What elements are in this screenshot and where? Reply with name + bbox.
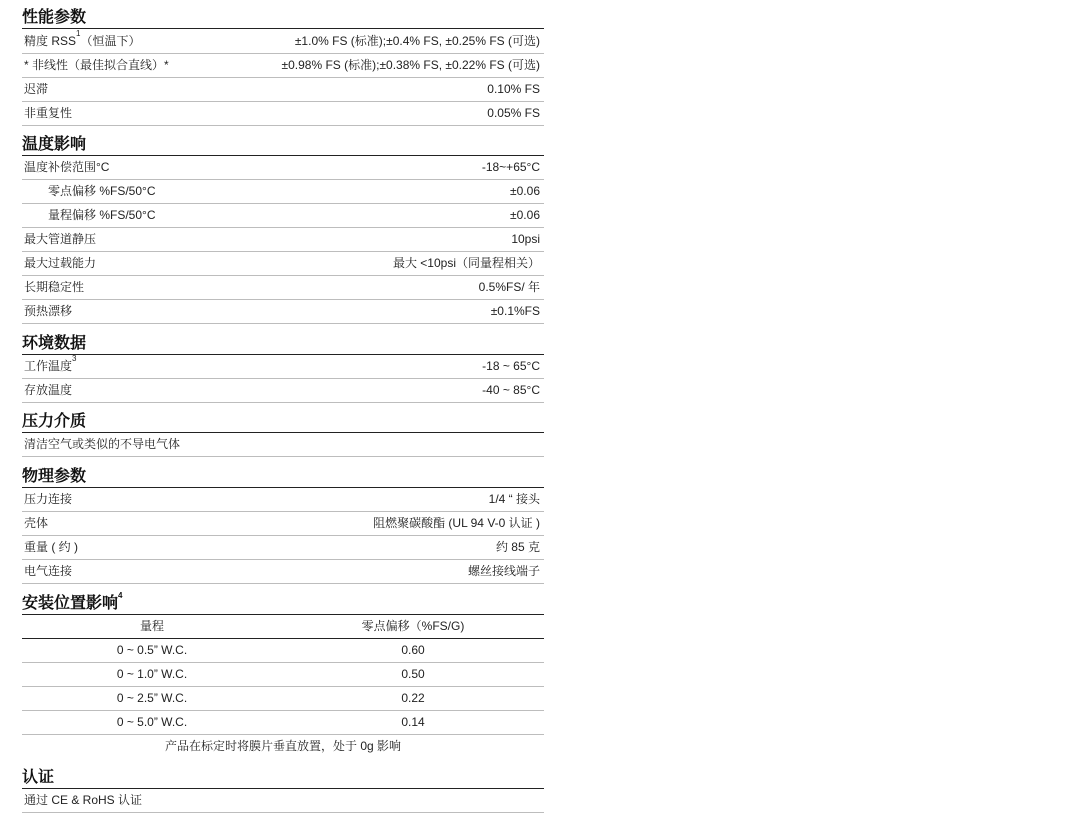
table-cell: 0 ~ 5.0” W.C. [116, 715, 188, 729]
table-cell: 0 ~ 2.5” W.C. [116, 691, 188, 705]
row-value: ±0.98% FS (标准);±0.38% FS, ±0.22% FS (可选) [281, 58, 540, 72]
table-cell: 0 ~ 1.0” W.C. [116, 667, 188, 681]
spec-row [22, 53, 544, 78]
table-cell: 0.50 [401, 667, 425, 681]
spec-row [22, 77, 544, 102]
row-value: 约 85 克 [495, 540, 540, 554]
table-row [22, 686, 544, 711]
section-title-physical: 物理参数 [22, 463, 544, 488]
footnote-ref: 1 [76, 29, 81, 38]
row-value: ±0.06 [510, 184, 540, 198]
row-label: 精度 RSS$^1$（恒温下） [24, 29, 141, 48]
row-label: 零点偏移 %FS/50°C [48, 184, 156, 198]
row-label: 工作温度$^3$ [24, 354, 77, 373]
row-label: 压力连接 [24, 492, 73, 506]
spec-row [22, 299, 544, 324]
row-value: -18~+65°C [481, 160, 540, 174]
spec-row [22, 559, 544, 584]
certification-text [22, 788, 544, 813]
row-label: 长期稳定性 [24, 280, 85, 294]
row-value [540, 788, 544, 812]
row-value: ±0.1%FS [490, 304, 540, 318]
row-value: 0.05% FS [487, 106, 540, 120]
footnote-ref: 4 [118, 590, 123, 600]
spec-row [22, 29, 544, 54]
row-value [540, 432, 544, 456]
row-value: 0.5%FS/ 年 [478, 280, 540, 294]
row-label: 非重复性 [24, 106, 73, 120]
spec-row [22, 251, 544, 276]
table-cell: 0.14 [401, 715, 425, 729]
row-value: -18 ~ 65°C [482, 359, 540, 373]
mounting-table-header [22, 614, 544, 639]
row-value: 螺丝接线端子 [467, 564, 540, 578]
row-label: 温度补偿范围°C [24, 160, 110, 174]
row-label: 电气连接 [24, 564, 73, 578]
spec-row [22, 227, 544, 252]
table-row [22, 662, 544, 687]
row-label: 重量 ( 约 ) [24, 540, 78, 554]
table-cell: 0.60 [401, 643, 425, 657]
spec-row [22, 275, 544, 300]
table-cell: 0 ~ 0.5” W.C. [116, 643, 188, 657]
row-label: 量程偏移 %FS/50°C [48, 208, 156, 222]
spec-row [22, 354, 544, 379]
row-value: 10psi [511, 232, 540, 246]
footnote-ref: 3 [72, 354, 77, 363]
column-header: 量程 [139, 619, 164, 633]
row-value: -40 ~ 85°C [482, 383, 540, 397]
spec-row [22, 179, 544, 204]
spec-row [22, 101, 544, 126]
table-cell: 0.22 [401, 691, 425, 705]
row-label: 清洁空气或类似的不导电气体 [24, 437, 181, 451]
row-label: 迟滞 [24, 82, 49, 96]
row-label: 壳体 [24, 516, 49, 530]
spec-row [22, 511, 544, 536]
row-label: * 非线性（最佳拟合直线）* [24, 58, 169, 72]
row-value: 阻燃聚碳酸酯 (UL 94 V-0 认证 ) [373, 516, 540, 530]
section-title-environment: 环境数据 [22, 330, 544, 355]
medium-text [22, 432, 544, 457]
section-title-performance: 性能参数 [22, 4, 544, 29]
spec-row [22, 487, 544, 512]
row-label: 存放温度 [24, 383, 73, 397]
table-row [22, 710, 544, 735]
row-label: 最大管道静压 [24, 232, 97, 246]
row-value: ±0.06 [510, 208, 540, 222]
spec-row [22, 378, 544, 403]
column-header: 零点偏移（%FS/G) [361, 619, 465, 633]
row-label: 预热漂移 [24, 304, 73, 318]
mounting-note: 产品在标定时将膜片垂直放置，处于 0g 影响 [164, 739, 402, 753]
row-value: 1/4 “ 接头 [488, 492, 540, 506]
row-value: 0.10% FS [487, 82, 540, 96]
row-value: ±1.0% FS (标准);±0.4% FS, ±0.25% FS (可选) [294, 34, 540, 48]
spec-row [22, 203, 544, 228]
table-row [22, 638, 544, 663]
section-title-temperature: 温度影响 [22, 131, 544, 156]
row-label: 最大过载能力 [24, 256, 97, 270]
section-title-mounting: 安装位置影响$^4$ [22, 590, 544, 615]
section-title-certification: 认证 [22, 764, 544, 789]
row-label: 通过 CE & RoHS 认证 [24, 793, 143, 807]
section-title-medium: 压力介质 [22, 408, 544, 433]
spec-row [22, 155, 544, 180]
row-value: 最大 <10psi（同量程相关） [392, 256, 540, 270]
spec-row [22, 535, 544, 560]
